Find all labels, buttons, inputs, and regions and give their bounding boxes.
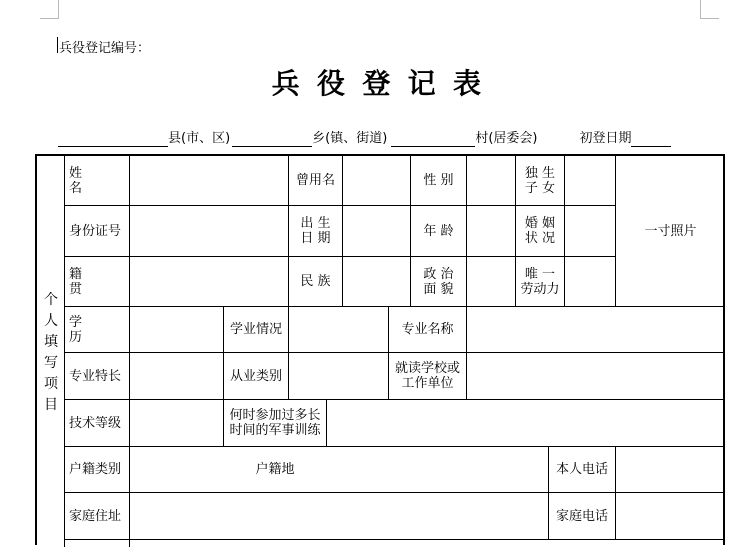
home-address-field[interactable] — [130, 493, 548, 539]
birth-date-field[interactable] — [343, 206, 410, 256]
sole-labor-label: 唯 一 劳动力 — [520, 266, 560, 297]
only-child-field[interactable] — [565, 156, 615, 205]
hukou-type-field[interactable] — [130, 447, 223, 492]
text-cursor — [57, 37, 58, 53]
occupation-label: 从业类别 — [229, 368, 282, 384]
native-place-label: 籍 贯 — [69, 266, 106, 297]
gender-field[interactable] — [467, 156, 515, 205]
name-field[interactable] — [130, 156, 288, 205]
tech-level-label: 技术等级 — [69, 415, 122, 431]
id-number-field[interactable] — [130, 206, 288, 256]
military-training-label: 何时参加过多长 时间的军事训练 — [229, 408, 321, 438]
political-status-field[interactable] — [467, 257, 515, 306]
sole-labor-field[interactable] — [565, 257, 615, 306]
school-workplace-field[interactable] — [467, 353, 725, 399]
home-phone-label: 家庭电话 — [555, 508, 608, 524]
village-blank[interactable] — [391, 132, 475, 147]
hukou-place-label: 户籍地 — [255, 462, 295, 477]
major-label: 专业名称 — [401, 322, 454, 337]
age-label: 年 龄 — [423, 223, 454, 239]
specialty-field[interactable] — [130, 353, 223, 399]
military-training-field[interactable] — [327, 400, 725, 446]
ethnicity-label: 民 族 — [300, 274, 331, 289]
occupation-field[interactable] — [289, 353, 388, 399]
own-phone-field[interactable] — [616, 447, 725, 492]
specialty-label: 专业特长 — [69, 368, 122, 384]
section-label-personal: 个人填写项目 — [44, 292, 58, 413]
education-label: 学 历 — [69, 314, 99, 345]
id-number-label: 身份证号 — [69, 223, 122, 239]
form-title: 兵役登记表 — [271, 67, 499, 100]
education-field[interactable] — [130, 307, 223, 352]
ethnicity-field[interactable] — [343, 257, 410, 306]
first-registration-date-label: 初登日期 — [579, 131, 632, 146]
only-child-label: 独 生 子 女 — [524, 165, 556, 196]
native-place-field[interactable] — [130, 257, 288, 306]
marital-status-field[interactable] — [565, 206, 615, 256]
county-label: 县(市、区) — [168, 131, 231, 146]
study-status-label: 学业情况 — [229, 322, 282, 337]
former-name-field[interactable] — [343, 156, 410, 205]
school-workplace-label: 就读学校或 工作单位 — [394, 361, 460, 391]
hukou-type-label: 户籍类别 — [69, 462, 122, 477]
registration-table — [35, 154, 725, 545]
photo-slot[interactable]: 一寸照片 — [644, 223, 697, 239]
village-label: 村(居委会) — [475, 131, 538, 146]
political-status-label: 政 治 面 貌 — [423, 266, 454, 297]
age-field[interactable] — [467, 206, 515, 256]
former-name-label: 曾用名 — [295, 173, 335, 188]
own-phone-label: 本人电话 — [555, 462, 608, 477]
hukou-place-field[interactable] — [327, 447, 548, 492]
township-label: 乡(镇、街道) — [312, 131, 388, 146]
first-registration-date-blank[interactable] — [631, 132, 671, 147]
page-corner-mark-right — [700, 0, 719, 19]
name-label: 姓 名 — [69, 165, 106, 196]
home-phone-field[interactable] — [616, 493, 725, 539]
county-blank[interactable] — [58, 132, 168, 147]
township-blank[interactable] — [232, 132, 312, 147]
gender-label: 性 别 — [423, 173, 454, 188]
page-corner-mark-left — [40, 0, 59, 19]
location-line — [58, 129, 671, 147]
registration-number-label[interactable]: 兵役登记编号： — [59, 41, 151, 56]
birth-date-label: 出 生 日 期 — [300, 216, 331, 246]
tech-level-field[interactable] — [130, 400, 223, 446]
home-address-label: 家庭住址 — [69, 508, 122, 524]
major-field[interactable] — [467, 307, 725, 352]
marital-status-label: 婚 姻 状 况 — [524, 216, 556, 246]
study-status-field[interactable] — [289, 307, 388, 352]
